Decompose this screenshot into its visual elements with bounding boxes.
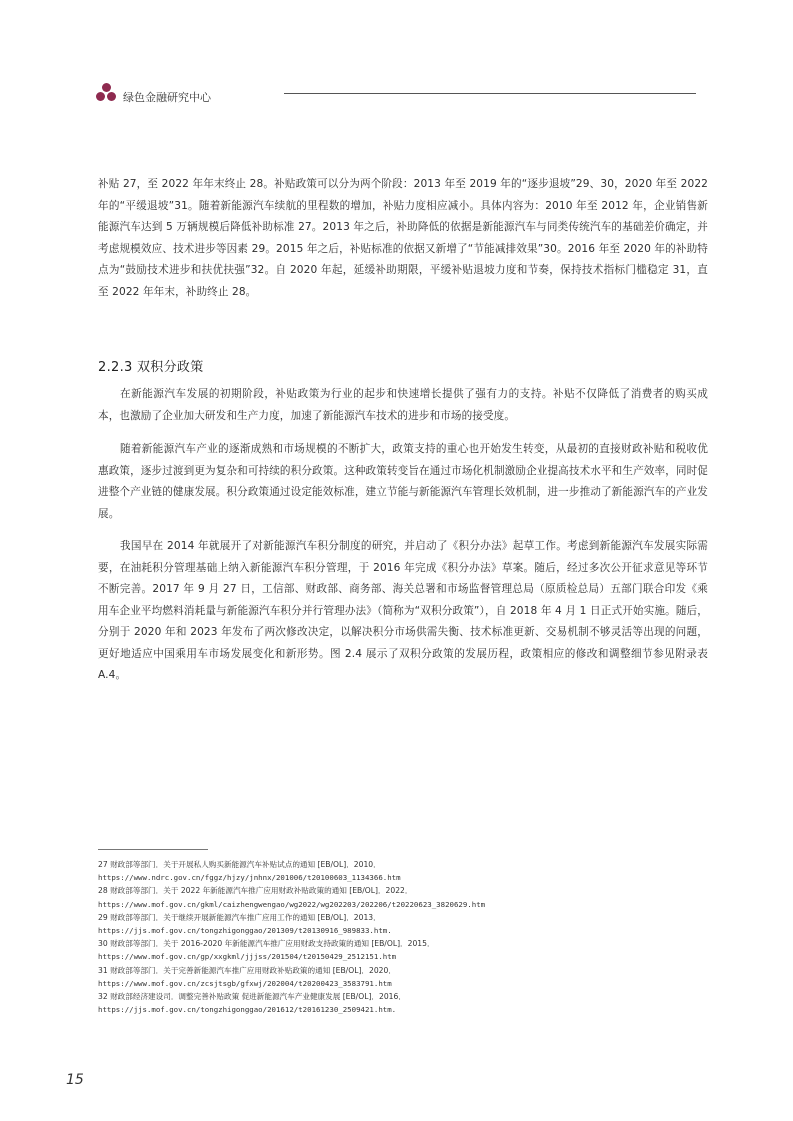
org-logo-icon <box>96 83 118 105</box>
footnote-link[interactable]: https://jjs.mof.gov.cn/tongzhigonggao/201612/t20161230_2509421.htm. <box>98 1005 397 1015</box>
body-paragraph: 我国早在 2014 年就展开了对新能源汽车积分制度的研究，并启动了《积分办法》起草工作。考虑到新能源汽车发展实际需要，在油耗积分管理基础上纳入新能源汽车积分管理，于 2016 年完成《积分办法》草案。随后，经过多次公开征求意见等环节不断完善。2017 年 9 月 27 日，工信部、财政部、商务部、海关总署和市场监督管理总局（原质检总局）五部门联合印发《乘用车企业平均燃料消耗量与新能源汽车积分并行管理办法》（简称为“双积分政策”），自 2018 年 4 月 1 日正式开始实施。随后，分别于 2020 年和 2023 年发布了两次修改决定，以解决积分市场供需失衡、技术标准更新、交易机制不够灵活等出现的问题，更好地适应中国乘用车市场发展变化和新形势。图 2.4 展示了双积分政策的发展历程，政策相应的修改和调整细节参见附录表 A.4。 <box>98 540 708 681</box>
page-number: 15 <box>66 1072 84 1088</box>
footnote-source: 27 财政部等部门．关于开展私人购买新能源汽车补贴试点的通知 [EB/OL]．2010． <box>98 860 381 869</box>
header-divider <box>284 93 696 94</box>
org-name: 绿色金融研究中心 <box>123 91 211 104</box>
footnote-link[interactable]: https://www.mof.gov.cn/gkml/caizhengwengao/wg2022/wg202203/202206/t20220623_3820629.htm <box>98 899 486 909</box>
footnote-link[interactable]: https://jjs.mof.gov.cn/tongzhigonggao/201309/t20130916_989833.htm. <box>98 926 392 936</box>
footnote-source: 30 财政部等部门．关于 2016-2020 年新能源汽车推广应用财政支持政策的通知 [EB/OL]．2015． <box>98 939 435 949</box>
body-paragraph: 随着新能源汽车产业的逐渐成熟和市场规模的不断扩大，政策支持的重心也开始发生转变，从最初的直接财政补贴和税收优惠政策，逐步过渡到更为复杂和可持续的积分政策。这种政策转变旨在通过市场化机制激励企业提高技术水平和生产效率，同时促进整个产业链的健康发展。积分政策通过设定能效标准，建立节能与新能源汽车管理长效机制，进一步推动了新能源汽车的产业发展。 <box>98 443 708 520</box>
footnotes <box>98 858 698 1016</box>
section-heading: 2.2.3 双积分政策 <box>98 360 204 375</box>
footnote-source: 28 财政部等部门．关于 2022 年新能源汽车推广应用财政补贴政策的通知 [EB/OL]．2022． <box>98 886 413 896</box>
footnote-source: 31 财政部等部门．关于完善新能源汽车推广应用财政补贴政策的通知 [EB/OL]．2020． <box>98 965 396 975</box>
page-header <box>96 83 696 109</box>
footnote-link[interactable]: https://www.mof.gov.cn/gp/xxgkml/jjjss/201504/t20150429_2512151.htm <box>98 952 397 962</box>
intro-paragraph: 补贴 27，至 2022 年年末终止 28。补贴政策可以分为两个阶段：2013 年至 2019 年的“逐步退坡”29、30，2020 年至 2022 年的“平缓退坡”31。随着新能源汽车续航的里程数的增加，补贴力度相应减小。具体内容为：2010 年至 2012 年，企业销售新能源汽车达到 5 万辆规模后降低补助标准 27。2013 年之后，补助降低的依据是新能源汽车与同类传统汽车的基础差价确定，并考虑规模效应、技术进步等因素 29。2015 年之后，补贴标准的依据又新增了“节能减排效果”30。2016 年至 2020 年的补助特点为“鼓励技术进步和扶优扶强”32。自 2020 年起，延缓补助期限，平缓补贴退坡力度和节奏，保持技术指标门槛稳定 31，直至 2022 年年末，补助终止 28。 <box>98 178 708 298</box>
footnote-source: 32 财政部经济建设司．调整完善补贴政策 促进新能源汽车产业健康发展 [EB/OL]．2016． <box>98 992 406 1002</box>
footnote-divider <box>98 849 208 850</box>
footnote-link[interactable]: https://www.mof.gov.cn/zcsjtsgb/gfxwj/202004/t20200423_3583791.htm <box>98 978 392 988</box>
body-paragraph: 在新能源汽车发展的初期阶段，补贴政策为行业的起步和快速增长提供了强有力的支持。补贴不仅降低了消费者的购买成本，也激励了企业加大研发和生产力度，加速了新能源汽车技术的进步和市场的接受度。 <box>98 388 708 422</box>
footnote-source: 29 财政部等部门．关于继续开展新能源汽车推广应用工作的通知 [EB/OL]．2013． <box>98 912 381 922</box>
footnote-link[interactable]: https://www.ndrc.gov.cn/fggz/hjzy/jnhnx/201006/t20100603_1134366.htm <box>98 873 401 883</box>
